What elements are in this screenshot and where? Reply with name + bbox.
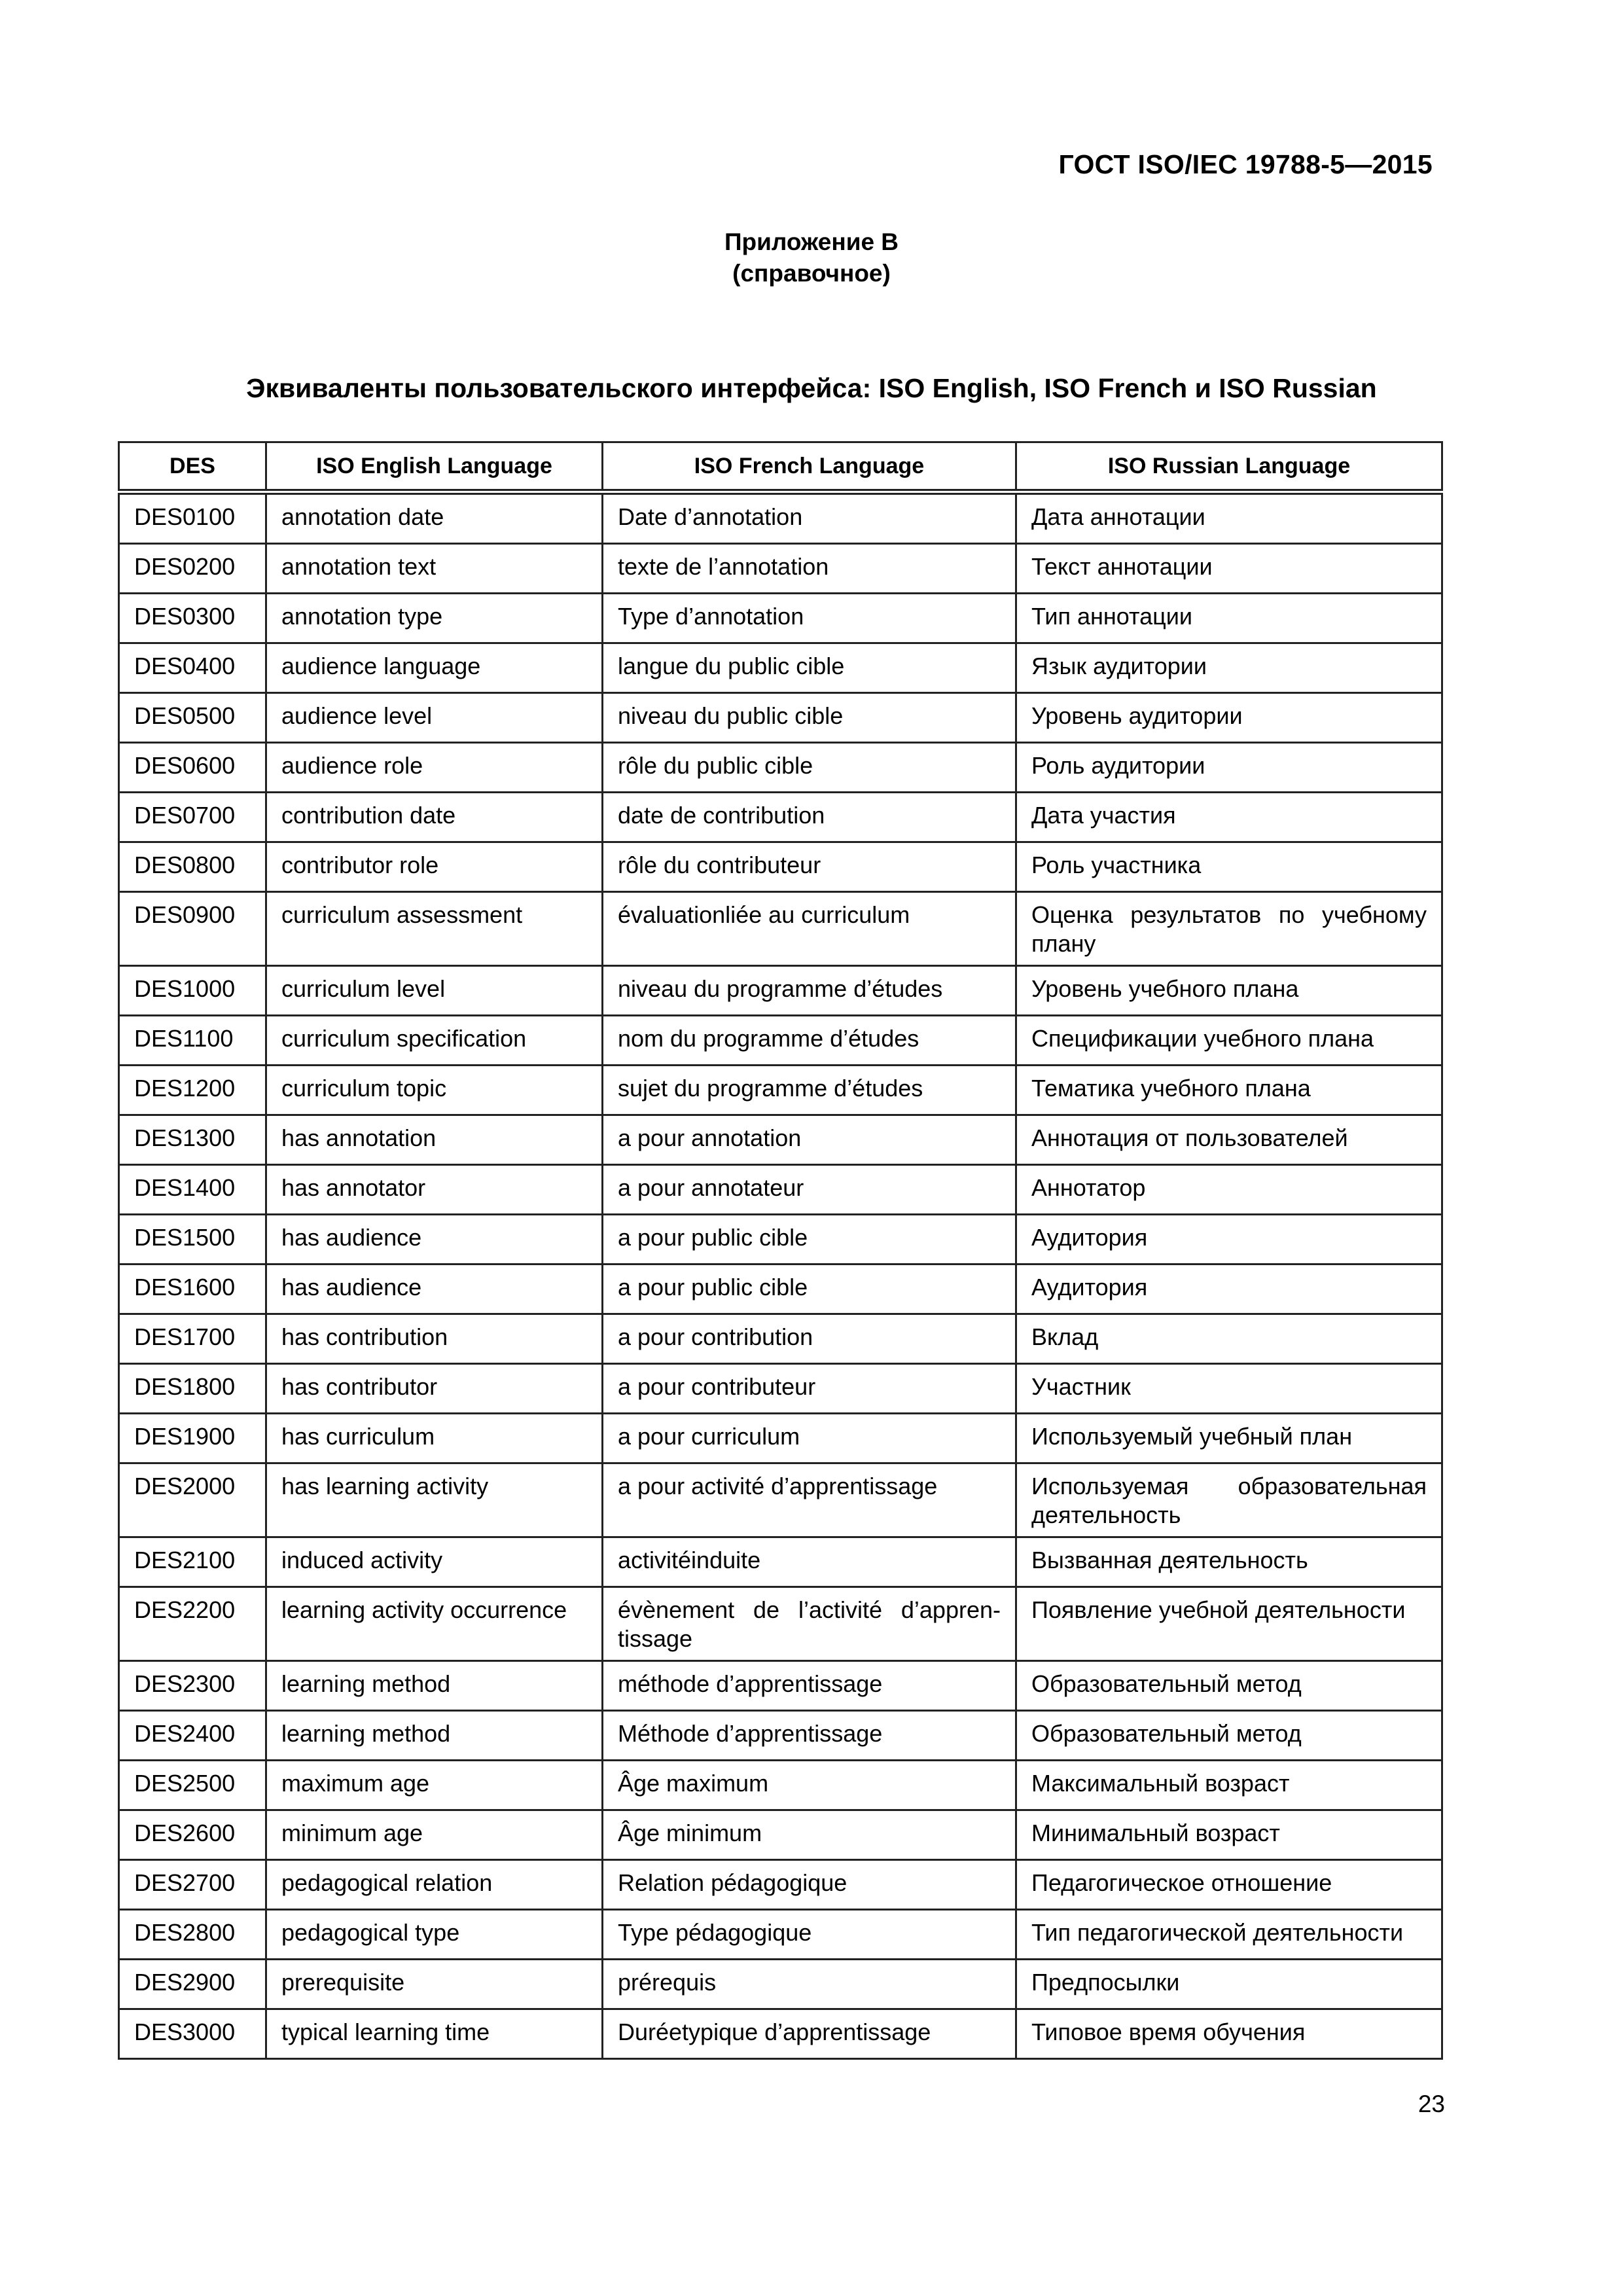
des-code-cell: DES1300: [119, 1115, 266, 1165]
french-term-cell: a pour curriculum: [603, 1414, 1016, 1463]
russian-term-cell: Появление учебной деятельности: [1016, 1587, 1442, 1661]
english-term-cell: maximum age: [266, 1761, 603, 1810]
des-code-cell: DES3000: [119, 2009, 266, 2059]
russian-term-cell: Типовое время обучения: [1016, 2009, 1442, 2059]
french-term-cell: Type d’annotation: [603, 594, 1016, 643]
table-row: [119, 1587, 1442, 1661]
english-term-cell: annotation date: [266, 492, 603, 544]
french-term-cell: a pour annotateur: [603, 1165, 1016, 1215]
des-code-cell: DES2100: [119, 1537, 266, 1587]
russian-term-cell: Дата аннотации: [1016, 492, 1442, 544]
english-term-cell: learning method: [266, 1661, 603, 1711]
russian-term-cell: Тематика учебного плана: [1016, 1066, 1442, 1115]
english-term-cell: curriculum level: [266, 966, 603, 1016]
table-row: [119, 1711, 1442, 1761]
english-term-cell: annotation type: [266, 594, 603, 643]
english-term-cell: has contribution: [266, 1314, 603, 1364]
table-row: [119, 1314, 1442, 1364]
english-term-cell: annotation text: [266, 544, 603, 594]
english-term-cell: prerequisite: [266, 1960, 603, 2009]
table-row: [119, 1016, 1442, 1066]
french-term-cell: Âge maximum: [603, 1761, 1016, 1810]
des-code-cell: DES0500: [119, 693, 266, 743]
french-term-cell: activitéinduite: [603, 1537, 1016, 1587]
page-number: 23: [1418, 2090, 1445, 2117]
des-code-cell: DES0300: [119, 594, 266, 643]
english-term-cell: learning activity occurrence: [266, 1587, 603, 1661]
table-row: [119, 743, 1442, 793]
annex-label: Приложение В: [724, 228, 899, 255]
des-code-cell: DES2300: [119, 1661, 266, 1711]
russian-term-cell: Тип педагогической деятельности: [1016, 1910, 1442, 1960]
table-body: [119, 492, 1442, 2059]
annex-status: (справочное): [732, 260, 891, 287]
english-term-cell: typical learning time: [266, 2009, 603, 2059]
english-term-cell: has annotator: [266, 1165, 603, 1215]
table-row: [119, 492, 1442, 544]
russian-term-cell: Используемая образовательная деятельность: [1016, 1463, 1442, 1537]
russian-term-cell: Минимальный возраст: [1016, 1810, 1442, 1860]
table-row: [119, 1537, 1442, 1587]
english-term-cell: audience level: [266, 693, 603, 743]
french-term-cell: Type pédagogique: [603, 1910, 1016, 1960]
russian-term-cell: Аннотация от пользователей: [1016, 1115, 1442, 1165]
french-term-cell: évènement de l’activité d’appren-tissage: [603, 1587, 1016, 1661]
french-term-cell: Date d’annotation: [603, 492, 1016, 544]
french-term-cell: rôle du contributeur: [603, 842, 1016, 892]
des-code-cell: DES0200: [119, 544, 266, 594]
french-term-cell: niveau du programme d’études: [603, 966, 1016, 1016]
des-code-cell: DES2800: [119, 1910, 266, 1960]
russian-term-cell: Аудитория: [1016, 1215, 1442, 1265]
russian-term-cell: Тип аннотации: [1016, 594, 1442, 643]
english-term-cell: audience role: [266, 743, 603, 793]
table-row: [119, 1066, 1442, 1115]
english-term-cell: has annotation: [266, 1115, 603, 1165]
english-term-cell: induced activity: [266, 1537, 603, 1587]
french-term-cell: rôle du public cible: [603, 743, 1016, 793]
french-term-cell: nom du programme d’études: [603, 1016, 1016, 1066]
english-term-cell: curriculum specification: [266, 1016, 603, 1066]
french-term-cell: sujet du programme d’études: [603, 1066, 1016, 1115]
table-row: [119, 1761, 1442, 1810]
russian-term-cell: Образовательный метод: [1016, 1711, 1442, 1761]
des-code-cell: DES0800: [119, 842, 266, 892]
english-term-cell: has curriculum: [266, 1414, 603, 1463]
table-row: [119, 1810, 1442, 1860]
des-code-cell: DES0900: [119, 892, 266, 966]
russian-term-cell: Спецификации учебного плана: [1016, 1016, 1442, 1066]
russian-term-cell: Вызванная деятельность: [1016, 1537, 1442, 1587]
english-term-cell: pedagogical relation: [266, 1860, 603, 1910]
table-row: [119, 1215, 1442, 1265]
english-term-cell: minimum age: [266, 1810, 603, 1860]
english-term-cell: audience language: [266, 643, 603, 693]
page-title: Эквиваленты пользовательского интерфейса: ISO English, ISO French и ISO Russian: [246, 373, 1377, 403]
equivalents-table: [118, 441, 1443, 2060]
des-code-cell: DES0600: [119, 743, 266, 793]
russian-term-cell: Уровень учебного плана: [1016, 966, 1442, 1016]
english-term-cell: learning method: [266, 1711, 603, 1761]
english-term-cell: contribution date: [266, 793, 603, 842]
des-code-cell: DES2500: [119, 1761, 266, 1810]
table-row: [119, 842, 1442, 892]
standard-designation: ГОСТ ISO/IEC 19788-5—2015: [1058, 149, 1433, 179]
des-code-cell: DES2900: [119, 1960, 266, 2009]
table-row: [119, 594, 1442, 643]
english-term-cell: has audience: [266, 1265, 603, 1314]
table-row: [119, 544, 1442, 594]
des-code-cell: DES1700: [119, 1314, 266, 1364]
english-term-cell: curriculum topic: [266, 1066, 603, 1115]
french-term-cell: niveau du public cible: [603, 693, 1016, 743]
french-term-cell: Relation pédagogique: [603, 1860, 1016, 1910]
french-term-cell: Duréetypique d’apprentissage: [603, 2009, 1016, 2059]
french-term-cell: prérequis: [603, 1960, 1016, 2009]
russian-term-cell: Образовательный метод: [1016, 1661, 1442, 1711]
russian-term-cell: Роль аудитории: [1016, 743, 1442, 793]
table-row: [119, 693, 1442, 743]
des-code-cell: DES1000: [119, 966, 266, 1016]
english-term-cell: has learning activity: [266, 1463, 603, 1537]
des-code-cell: DES0400: [119, 643, 266, 693]
des-code-cell: DES1400: [119, 1165, 266, 1215]
table-row: [119, 1661, 1442, 1711]
des-code-cell: DES1600: [119, 1265, 266, 1314]
table-row: [119, 643, 1442, 693]
french-term-cell: texte de l’annotation: [603, 544, 1016, 594]
column-header-des: DES: [119, 442, 266, 492]
french-term-cell: a pour contribution: [603, 1314, 1016, 1364]
des-code-cell: DES0700: [119, 793, 266, 842]
column-header-french: ISO French Language: [603, 442, 1016, 492]
french-term-cell: a pour annotation: [603, 1115, 1016, 1165]
table-row: [119, 892, 1442, 966]
table-row: [119, 1364, 1442, 1414]
russian-term-cell: Педагогическое отношение: [1016, 1860, 1442, 1910]
russian-term-cell: Максимальный возраст: [1016, 1761, 1442, 1810]
russian-term-cell: Участник: [1016, 1364, 1442, 1414]
french-term-cell: date de contribution: [603, 793, 1016, 842]
russian-term-cell: Уровень аудитории: [1016, 693, 1442, 743]
table-row: [119, 1165, 1442, 1215]
table-row: [119, 1115, 1442, 1165]
des-code-cell: DES1900: [119, 1414, 266, 1463]
russian-term-cell: Язык аудитории: [1016, 643, 1442, 693]
russian-term-cell: Оценка результатов по учебному плану: [1016, 892, 1442, 966]
russian-term-cell: Вклад: [1016, 1314, 1442, 1364]
des-code-cell: DES1200: [119, 1066, 266, 1115]
russian-term-cell: Текст аннотации: [1016, 544, 1442, 594]
des-code-cell: DES2600: [119, 1810, 266, 1860]
table-row: [119, 793, 1442, 842]
russian-term-cell: Предпосылки: [1016, 1960, 1442, 2009]
english-term-cell: contributor role: [266, 842, 603, 892]
french-term-cell: a pour public cible: [603, 1265, 1016, 1314]
french-term-cell: méthode d’apprentissage: [603, 1661, 1016, 1711]
column-header-english: ISO English Language: [266, 442, 603, 492]
french-term-cell: a pour activité d’apprentissage: [603, 1463, 1016, 1537]
des-code-cell: DES2000: [119, 1463, 266, 1537]
table-header-row: [119, 442, 1442, 492]
russian-term-cell: Аннотатор: [1016, 1165, 1442, 1215]
des-code-cell: DES2400: [119, 1711, 266, 1761]
russian-term-cell: Аудитория: [1016, 1265, 1442, 1314]
column-header-russian: ISO Russian Language: [1016, 442, 1442, 492]
english-term-cell: curriculum assessment: [266, 892, 603, 966]
des-code-cell: DES1800: [119, 1364, 266, 1414]
french-term-cell: Méthode d’apprentissage: [603, 1711, 1016, 1761]
table-row: [119, 1910, 1442, 1960]
des-code-cell: DES1100: [119, 1016, 266, 1066]
table-row: [119, 1960, 1442, 2009]
table-row: [119, 1860, 1442, 1910]
annex-heading: [0, 226, 1623, 289]
table-row: [119, 2009, 1442, 2059]
table-row: [119, 1463, 1442, 1537]
russian-term-cell: Используемый учебный план: [1016, 1414, 1442, 1463]
des-code-cell: DES2700: [119, 1860, 266, 1910]
english-term-cell: has contributor: [266, 1364, 603, 1414]
french-term-cell: a pour contributeur: [603, 1364, 1016, 1414]
des-code-cell: DES1500: [119, 1215, 266, 1265]
russian-term-cell: Роль участника: [1016, 842, 1442, 892]
french-term-cell: évaluationliée au curriculum: [603, 892, 1016, 966]
des-code-cell: DES2200: [119, 1587, 266, 1661]
des-code-cell: DES0100: [119, 492, 266, 544]
russian-term-cell: Дата участия: [1016, 793, 1442, 842]
table-row: [119, 1265, 1442, 1314]
french-term-cell: a pour public cible: [603, 1215, 1016, 1265]
table-row: [119, 1414, 1442, 1463]
table-row: [119, 966, 1442, 1016]
french-term-cell: langue du public cible: [603, 643, 1016, 693]
english-term-cell: pedagogical type: [266, 1910, 603, 1960]
french-term-cell: Âge minimum: [603, 1810, 1016, 1860]
english-term-cell: has audience: [266, 1215, 603, 1265]
